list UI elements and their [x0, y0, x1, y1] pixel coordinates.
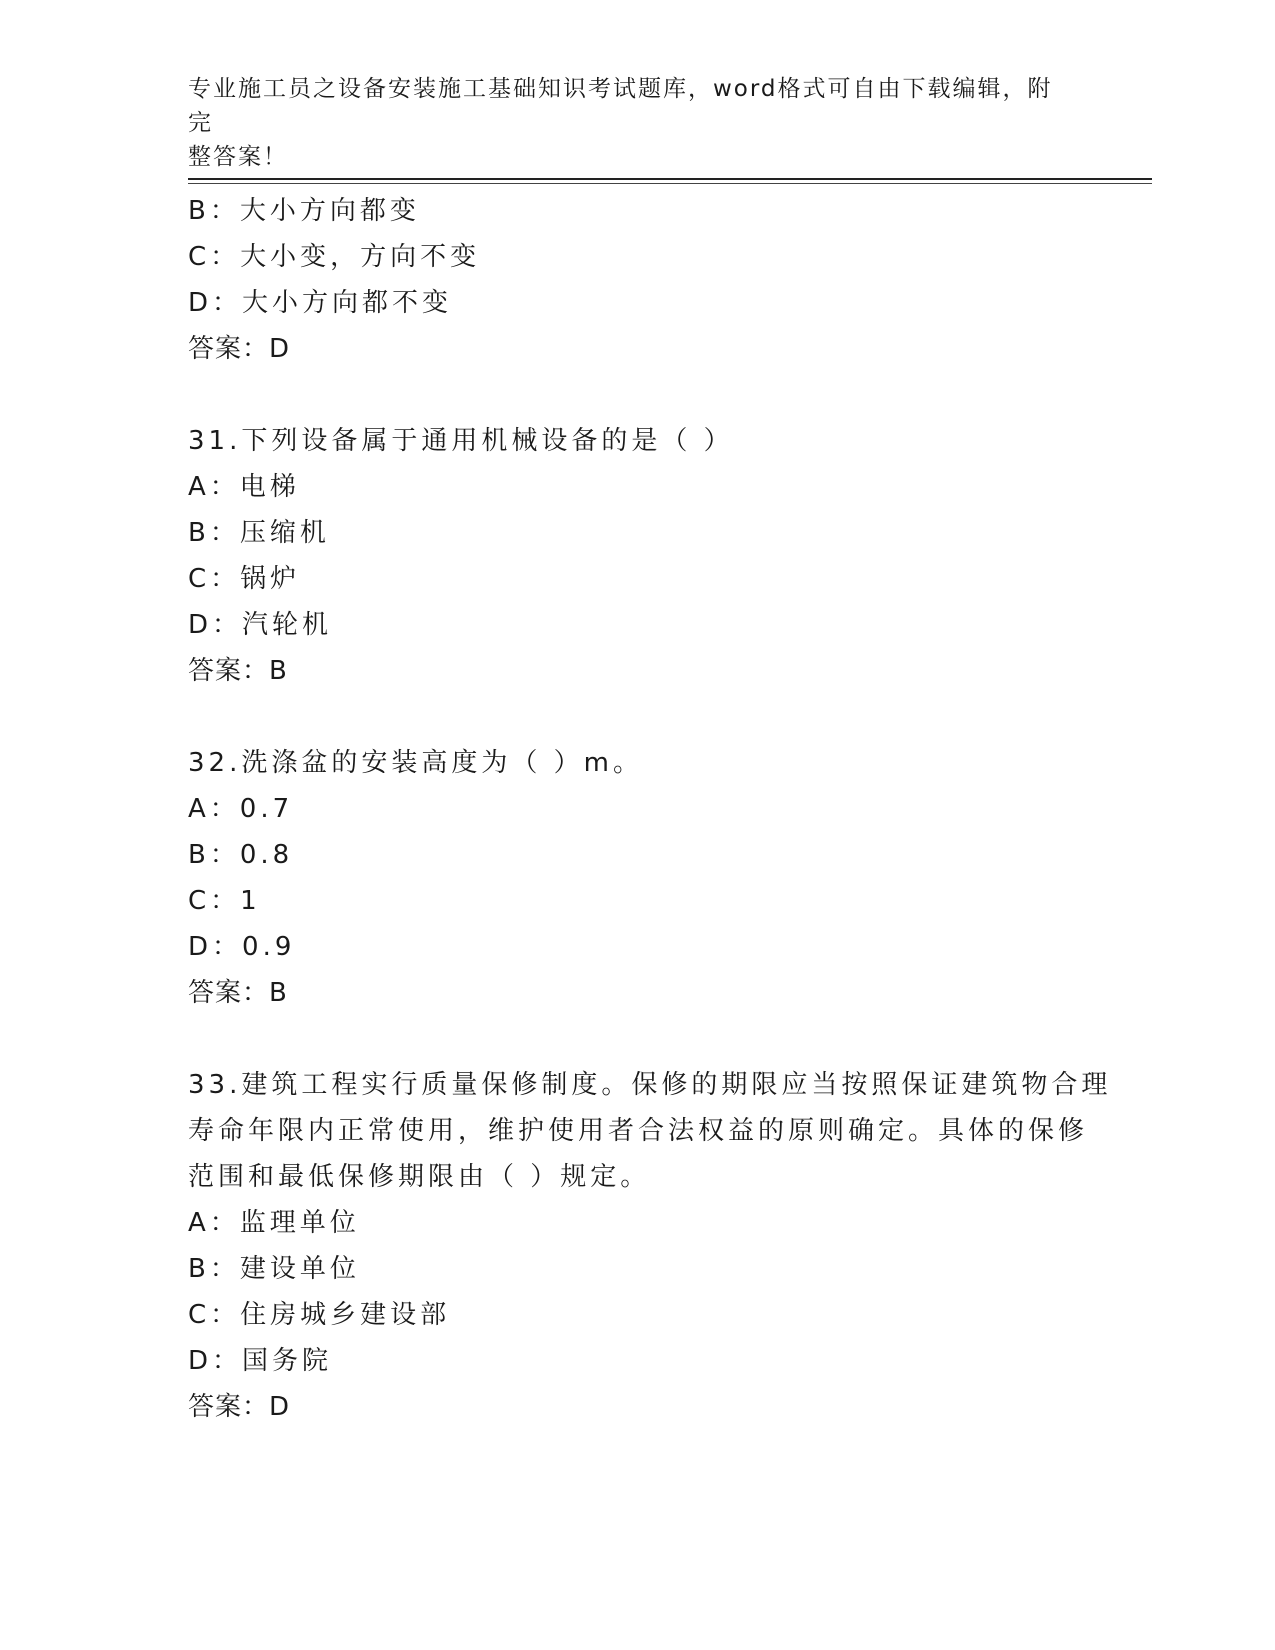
question-stem-line-1: 33.建筑工程实行质量保修制度。保修的期限应当按照保证建筑物合理 — [188, 1070, 1112, 1100]
question-stem-line-2: 寿命年限内正常使用，维护使用者合法权益的原则确定。具体的保修 — [188, 1116, 1089, 1146]
answer-label: 答案：D — [188, 1392, 291, 1422]
option-c: C：锅炉 — [188, 564, 301, 594]
question-33 — [188, 1062, 1112, 1430]
option-d: D：0.9 — [188, 932, 296, 962]
option-b: B：建设单位 — [188, 1254, 360, 1284]
answer-label: 答案：D — [188, 334, 291, 364]
option-a: A：监理单位 — [188, 1208, 360, 1238]
option-d: D：汽轮机 — [188, 610, 333, 640]
header-line-2: 整答案！ — [188, 144, 288, 170]
answer-label: 答案：B — [188, 656, 288, 686]
option-c: C：大小变，方向不变 — [188, 242, 481, 272]
spacer — [188, 372, 1088, 418]
option-b: B：0.8 — [188, 840, 294, 870]
option-c: C：1 — [188, 886, 261, 916]
answer-label: 答案：B — [188, 978, 288, 1008]
header-divider-thin — [188, 183, 1152, 184]
option-b: B：压缩机 — [188, 518, 330, 548]
option-d: D：大小方向都不变 — [188, 288, 453, 318]
question-stem: 31.下列设备属于通用机械设备的是（ ） — [188, 426, 734, 456]
spacer — [188, 1016, 1088, 1062]
option-d: D：国务院 — [188, 1346, 333, 1376]
document-header — [188, 72, 1068, 174]
question-30-tail — [188, 188, 1088, 372]
option-b: B：大小方向都变 — [188, 196, 420, 226]
question-list — [188, 188, 1112, 1430]
question-stem: 32.洗涤盆的安装高度为（ ）m。 — [188, 748, 643, 778]
question-31 — [188, 418, 1088, 694]
option-a: A：0.7 — [188, 794, 294, 824]
question-stem-line-3: 范围和最低保修期限由（ ）规定。 — [188, 1162, 651, 1192]
header-line-1: 专业施工员之设备安装施工基础知识考试题库，word格式可自由下载编辑，附完 — [188, 76, 1053, 136]
option-a: A：电梯 — [188, 472, 300, 502]
question-32 — [188, 740, 1088, 1016]
header-divider-thick — [188, 178, 1152, 180]
spacer — [188, 694, 1088, 740]
option-c: C：住房城乡建设部 — [188, 1300, 451, 1330]
